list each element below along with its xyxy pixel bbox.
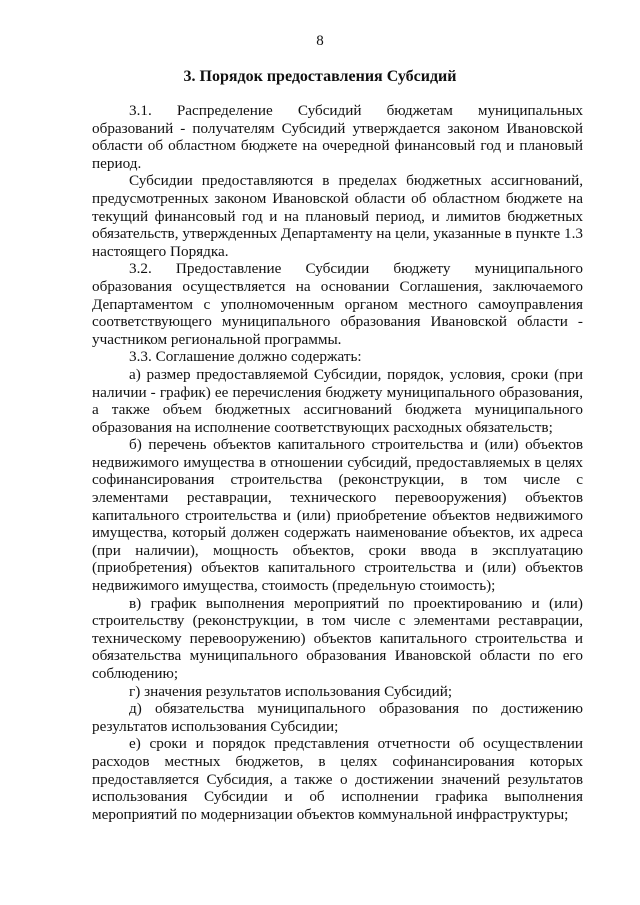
list-item-e: е) сроки и порядок представления отчетности об осуществлении расходов местных бюджетов, в целях софинансирования которых предоставляется Субсидия, а также о достижении значений результатов использования Субсидии и об исполнении графика выполнения мероприятий по модернизации объектов коммунальной инфраструктуры; xyxy=(92,735,583,823)
body-text xyxy=(92,102,583,823)
paragraph-3-3: 3.3. Соглашение должно содержать: xyxy=(129,348,362,366)
list-item-g: г) значения результатов использования Субсидий; xyxy=(129,682,453,700)
page-number: 8 xyxy=(316,33,324,49)
list-item-a: а) размер предоставляемой Субсидии, порядок, условия, сроки (при наличии - график) ее перечисления бюджету муниципального образования, а также объем бюджетных ассигнований бюджета муниципального образования на исполнение соответствующих расходных обязательств; xyxy=(92,365,583,436)
paragraph-3-2: 3.2. Предоставление Субсидии бюджету муниципального образования осуществляется на основании Соглашения, заключаемого Департаментом с уполномоченным органом местного самоуправления соответствующего муниципального образования Ивановской области - участником региональной программы. xyxy=(92,260,583,348)
paragraph-3-1: 3.1. Распределение Субсидий бюджетам муниципальных образований - получателям Субсидий утверждается законом Ивановской области об областном бюджете на очередной финансовый год и плановый период. xyxy=(92,102,583,172)
section-title: 3. Порядок предоставления Субсидий xyxy=(183,68,457,85)
paragraph-subsidy-limits: Субсидии предоставляются в пределах бюджетных ассигнований, предусмотренных законом Ивановской области об областном бюджете на текущий финансовый год и на плановый период, и лимитов бюджетных обязательств, утвержденных Департаменту на цели, указанные в пункте 1.3 настоящего Порядка. xyxy=(92,172,583,260)
list-item-v: в) график выполнения мероприятий по проектированию и (или) строительству (реконструкции, в том числе с элементами реставрации, техническому перевооружению) объектов капитального строительства и обязательства муниципального образования Ивановской области по его соблюдению; xyxy=(92,594,583,682)
list-item-b: б) перечень объектов капитального строительства и (или) объектов недвижимого имущества в отношении субсидий, предоставляемых в целях софинансирования строительства (реконструкции, в том числе с элементами реставрации, технического перевооружения) объектов капитального строительства и (или) приобретение объектов недвижимого имущества, который должен содержать наименование объектов, их адреса (при наличии), мощность объектов, сроки ввода в эксплуатацию (приобретения) объектов капитального строительства и (или) объектов недвижимого имущества, стоимость (предельную стоимость); xyxy=(92,436,583,595)
list-item-d: д) обязательства муниципального образования по достижению результатов использования Субсидии; xyxy=(92,700,583,735)
